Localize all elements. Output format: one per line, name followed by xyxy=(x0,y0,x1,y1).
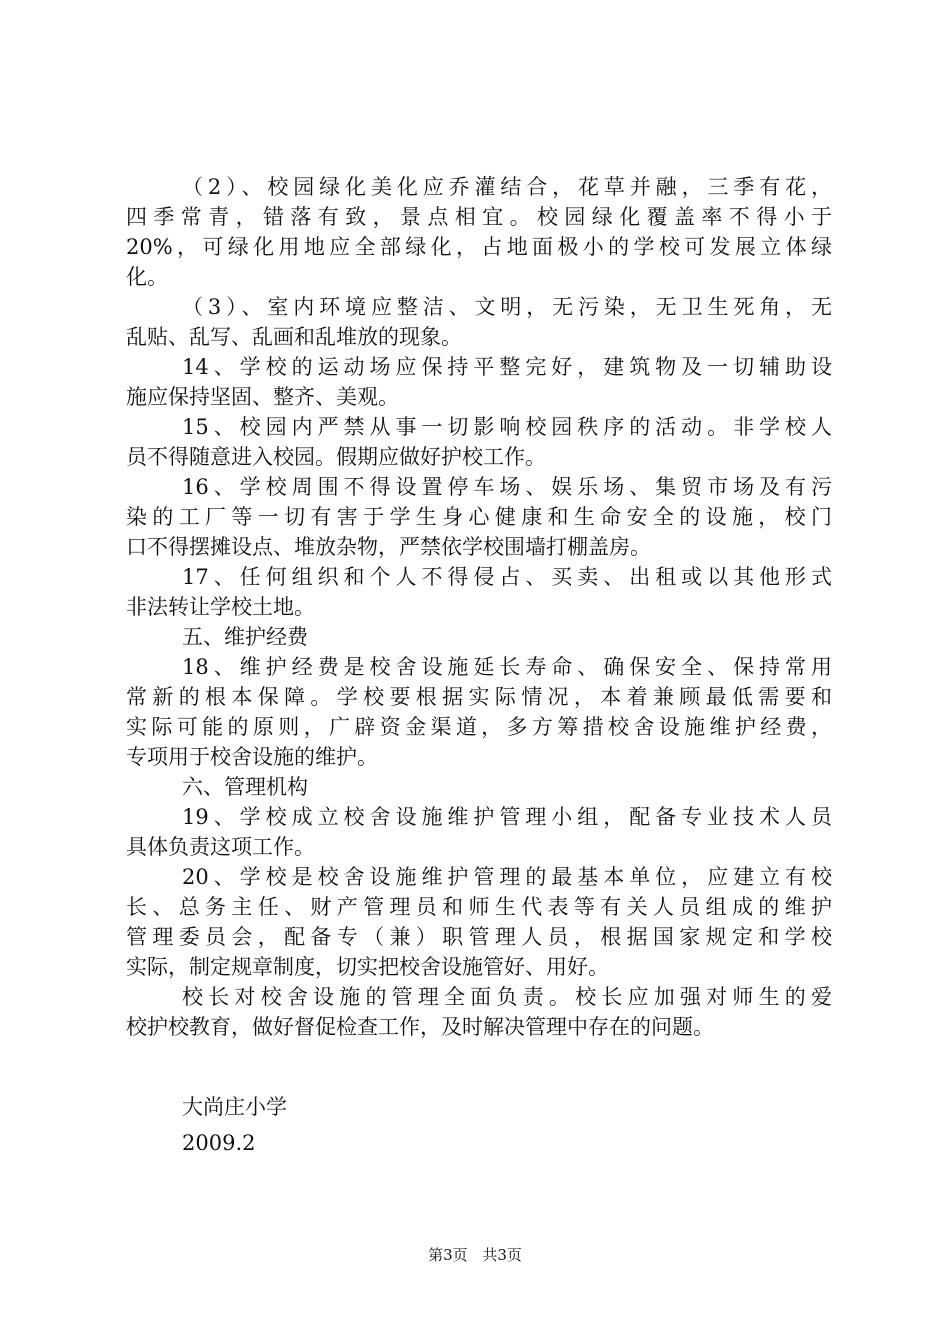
paragraph-line: 口不得摆摊设点、堆放杂物，严禁依学校围墙打棚盖房。 xyxy=(126,535,651,559)
paragraph-line: 校护校教育，做好督促检查工作，及时解决管理中存在的问题。 xyxy=(126,1015,714,1039)
paragraph xyxy=(126,562,832,622)
paragraph-line: 施应保持坚固、整齐、美观。 xyxy=(126,385,399,409)
paragraph xyxy=(126,982,832,1042)
paragraph-line: 18、维护经费是校舍设施延长寿命、确保安全、保持常用 xyxy=(182,655,832,679)
paragraph xyxy=(126,352,832,412)
paragraph xyxy=(126,412,832,472)
paragraph-line: 乱贴、乱写、乱画和乱堆放的现象。 xyxy=(126,325,462,349)
paragraph-line: 20、学校是校舍设施维护管理的最基本单位，应建立有校 xyxy=(182,865,832,889)
paragraph-line: 员不得随意进入校园。假期应做好护校工作。 xyxy=(126,445,546,469)
paragraph-line: 14、学校的运动场应保持平整完好，建筑物及一切辅助设 xyxy=(182,355,832,379)
paragraph xyxy=(126,862,832,982)
paragraph xyxy=(126,472,832,562)
signature-block xyxy=(182,1089,287,1161)
paragraph-line: （2）、校园绿化美化应乔灌结合，花草并融，三季有花， xyxy=(182,175,832,199)
paragraph-line: 16、学校周围不得设置停车场、娱乐场、集贸市场及有污 xyxy=(182,475,832,499)
signature-organization: 大尚庄小学 xyxy=(182,1095,287,1119)
page-footer xyxy=(0,1245,950,1265)
paragraph xyxy=(126,802,832,862)
paragraph-line: 具体负责这项工作。 xyxy=(126,835,315,859)
paragraph-line: 长、总务主任、财产管理员和师生代表等有关人员组成的维护 xyxy=(126,895,832,919)
paragraph xyxy=(126,172,832,292)
paragraph-line: 19、学校成立校舍设施维护管理小组，配备专业技术人员 xyxy=(182,805,832,829)
paragraph-line: 常新的根本保障。学校要根据实际情况，本着兼顾最低需要和 xyxy=(126,685,832,709)
paragraph-line: 管理委员会，配备专（兼）职管理人员，根据国家规定和学校 xyxy=(126,925,832,949)
page-number: 第3页 xyxy=(428,1246,468,1264)
paragraph-line: （3）、室内环境应整洁、文明，无污染，无卫生死角，无 xyxy=(182,295,832,319)
paragraph-line: 20%，可绿化用地应全部绿化，占地面极小的学校可发展立体绿 xyxy=(126,235,832,259)
document-body xyxy=(126,172,832,1042)
signature-date: 2009.2 xyxy=(182,1131,256,1155)
section-heading: 五、维护经费 xyxy=(182,625,308,649)
page-total: 共3页 xyxy=(482,1246,522,1264)
paragraph-line: 四季常青，错落有致，景点相宜。校园绿化覆盖率不得小于 xyxy=(126,205,832,229)
section-heading: 六、管理机构 xyxy=(182,775,308,799)
paragraph-line: 实际可能的原则，广辟资金渠道，多方筹措校舍设施维护经费， xyxy=(126,715,832,739)
paragraph-line: 非法转让学校土地。 xyxy=(126,595,315,619)
paragraph-line: 染的工厂等一切有害于学生身心健康和生命安全的设施，校门 xyxy=(126,505,832,529)
paragraph xyxy=(126,652,832,772)
paragraph-line: 化。 xyxy=(126,265,168,289)
paragraph xyxy=(126,292,832,352)
paragraph-line: 实际，制定规章制度，切实把校舍设施管好、用好。 xyxy=(126,955,609,979)
paragraph-line: 15、校园内严禁从事一切影响校园秩序的活动。非学校人 xyxy=(182,415,832,439)
paragraph-line: 校长对校舍设施的管理全面负责。校长应加强对师生的爱 xyxy=(182,985,832,1009)
paragraph-line: 专项用于校舍设施的维护。 xyxy=(126,745,378,769)
paragraph-line: 17、任何组织和个人不得侵占、买卖、出租或以其他形式 xyxy=(182,565,832,589)
